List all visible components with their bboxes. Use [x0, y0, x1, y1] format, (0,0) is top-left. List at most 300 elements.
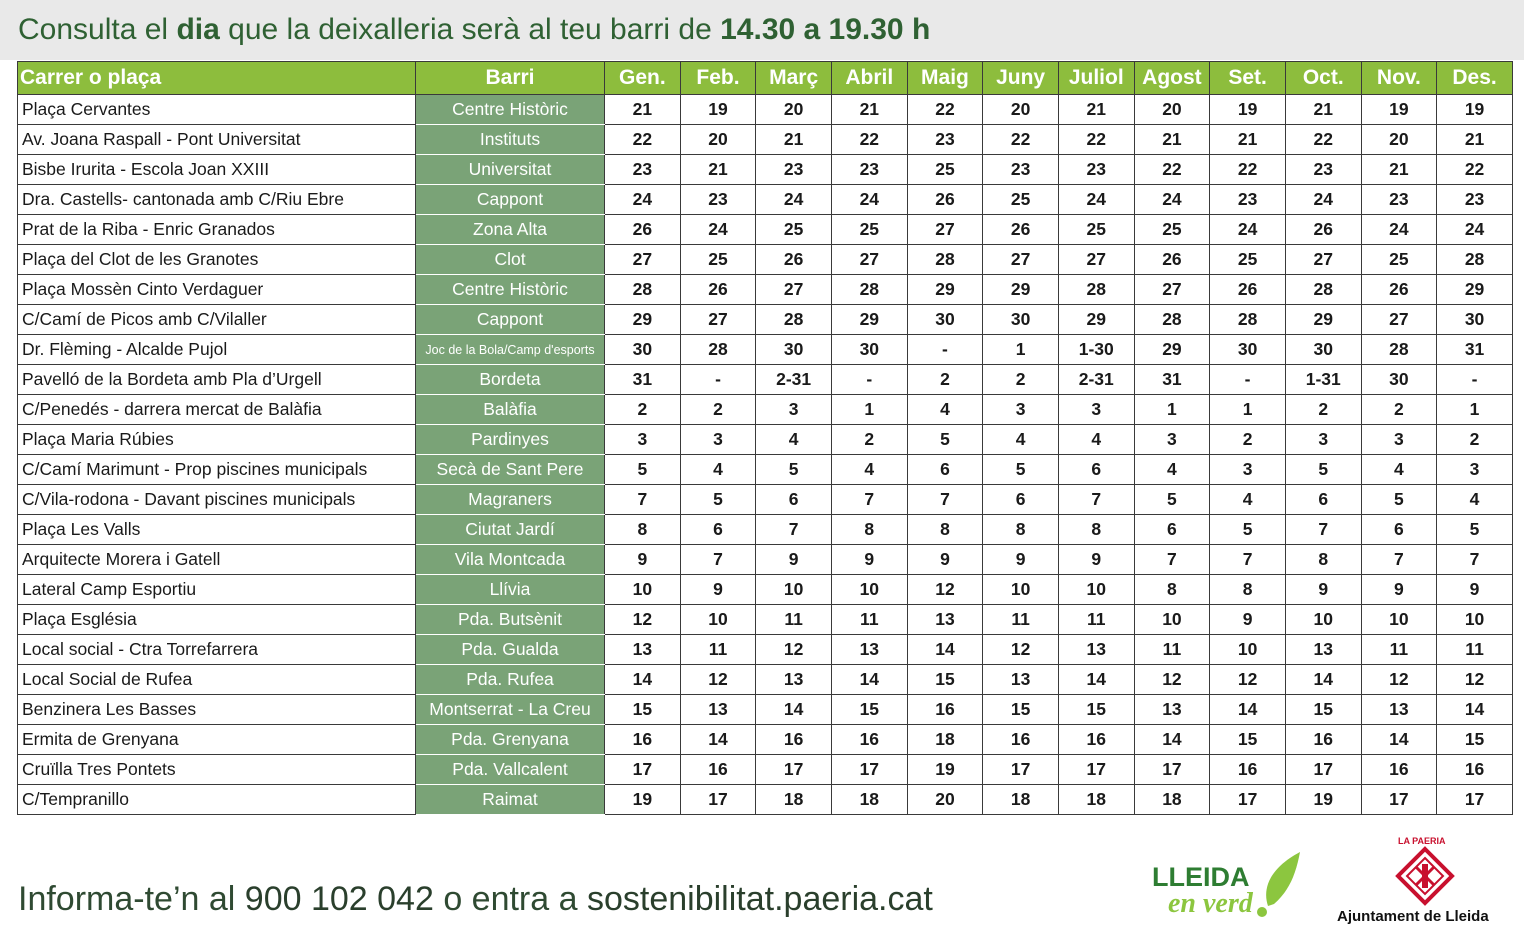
day-cell: 3	[756, 395, 832, 425]
day-cell: 7	[1210, 545, 1286, 575]
day-cell: 14	[680, 725, 756, 755]
street-cell: Benzinera Les Basses	[18, 695, 416, 725]
day-cell: 23	[605, 155, 681, 185]
day-cell: 25	[1361, 245, 1437, 275]
title-bar	[0, 0, 1524, 60]
day-cell: 28	[1134, 305, 1210, 335]
day-cell: 7	[907, 485, 983, 515]
title-pre: Consulta el	[18, 13, 169, 46]
day-cell: 19	[1437, 95, 1513, 125]
day-cell: 19	[1210, 95, 1286, 125]
day-cell: 28	[756, 305, 832, 335]
day-cell: 17	[1361, 785, 1437, 815]
barri-cell: Magraners	[416, 485, 605, 515]
day-cell: 19	[907, 755, 983, 785]
day-cell: 4	[983, 425, 1059, 455]
table-row	[18, 215, 1513, 245]
day-cell: 17	[1058, 755, 1134, 785]
en-verd-logo-text: en verd	[1168, 888, 1253, 919]
day-cell: 8	[983, 515, 1059, 545]
day-cell: 16	[680, 755, 756, 785]
day-cell: 26	[983, 215, 1059, 245]
day-cell: 12	[756, 635, 832, 665]
day-cell: 2	[983, 365, 1059, 395]
day-cell: 1	[1210, 395, 1286, 425]
day-cell: -	[907, 335, 983, 365]
column-header-month: Maig	[907, 62, 983, 95]
day-cell: 31	[1437, 335, 1513, 365]
table-row	[18, 545, 1513, 575]
day-cell: 7	[831, 485, 907, 515]
day-cell: 13	[1361, 695, 1437, 725]
day-cell: 5	[756, 455, 832, 485]
day-cell: 30	[831, 335, 907, 365]
barri-cell: Cappont	[416, 185, 605, 215]
paeria-top-text: LA PAERIA	[1398, 836, 1446, 846]
day-cell: 16	[1285, 725, 1361, 755]
day-cell: 2	[680, 395, 756, 425]
day-cell: 8	[831, 515, 907, 545]
day-cell: 2	[1361, 395, 1437, 425]
day-cell: 31	[1134, 365, 1210, 395]
day-cell: 15	[1210, 725, 1286, 755]
lleida-en-verd-logo	[1150, 848, 1305, 920]
day-cell: 5	[1210, 515, 1286, 545]
street-cell: Plaça Maria Rúbies	[18, 425, 416, 455]
day-cell: 26	[1134, 245, 1210, 275]
barri-cell: Pardinyes	[416, 425, 605, 455]
day-cell: 11	[983, 605, 1059, 635]
day-cell: 25	[1134, 215, 1210, 245]
table-row	[18, 245, 1513, 275]
column-header-street: Carrer o plaça	[18, 62, 416, 95]
day-cell: 7	[605, 485, 681, 515]
day-cell: 26	[680, 275, 756, 305]
day-cell: 17	[756, 755, 832, 785]
day-cell: 19	[680, 95, 756, 125]
table-row	[18, 755, 1513, 785]
day-cell: 4	[907, 395, 983, 425]
street-cell: Ermita de Grenyana	[18, 725, 416, 755]
day-cell: 15	[1437, 725, 1513, 755]
leaf-icon	[1266, 852, 1300, 906]
day-cell: 9	[1361, 575, 1437, 605]
day-cell: 6	[907, 455, 983, 485]
day-cell: 23	[756, 155, 832, 185]
day-cell: 7	[1285, 515, 1361, 545]
barri-cell: Vila Montcada	[416, 545, 605, 575]
day-cell: 13	[756, 665, 832, 695]
day-cell: 8	[1210, 575, 1286, 605]
day-cell: 29	[1437, 275, 1513, 305]
title-mid: que la deixalleria serà al teu barri de	[228, 13, 712, 46]
day-cell: 8	[1134, 575, 1210, 605]
day-cell: 27	[756, 275, 832, 305]
barri-cell: Joc de la Bola/Camp d'esports	[416, 335, 605, 365]
day-cell: 16	[756, 725, 832, 755]
day-cell: 28	[1285, 275, 1361, 305]
day-cell: 7	[1058, 485, 1134, 515]
day-cell: 13	[1285, 635, 1361, 665]
day-cell: 22	[1058, 125, 1134, 155]
table-row	[18, 425, 1513, 455]
day-cell: 27	[1134, 275, 1210, 305]
barri-cell: Pda. Gualda	[416, 635, 605, 665]
day-cell: 26	[605, 215, 681, 245]
barri-cell: Centre Històric	[416, 95, 605, 125]
day-cell: 12	[1210, 665, 1286, 695]
day-cell: 11	[1134, 635, 1210, 665]
day-cell: 12	[907, 575, 983, 605]
day-cell: 30	[983, 305, 1059, 335]
day-cell: 30	[756, 335, 832, 365]
day-cell: 26	[1361, 275, 1437, 305]
table-row	[18, 395, 1513, 425]
day-cell: 6	[1285, 485, 1361, 515]
day-cell: 21	[605, 95, 681, 125]
day-cell: 6	[1134, 515, 1210, 545]
day-cell: 6	[983, 485, 1059, 515]
day-cell: 14	[1210, 695, 1286, 725]
day-cell: 26	[907, 185, 983, 215]
table-row	[18, 455, 1513, 485]
day-cell: 7	[1437, 545, 1513, 575]
table-row	[18, 125, 1513, 155]
footer-info	[18, 880, 933, 919]
day-cell: 21	[1361, 155, 1437, 185]
day-cell: 25	[831, 215, 907, 245]
day-cell: 20	[983, 95, 1059, 125]
barri-cell: Pda. Vallcalent	[416, 755, 605, 785]
table-row	[18, 575, 1513, 605]
day-cell: 12	[983, 635, 1059, 665]
street-cell: C/Tempranillo	[18, 785, 416, 815]
day-cell: 13	[831, 635, 907, 665]
day-cell: 9	[756, 545, 832, 575]
day-cell: 21	[1134, 125, 1210, 155]
day-cell: 2	[1210, 425, 1286, 455]
day-cell: 10	[1210, 635, 1286, 665]
day-cell: 2	[1437, 425, 1513, 455]
day-cell: 9	[1437, 575, 1513, 605]
day-cell: 5	[983, 455, 1059, 485]
paeria-bottom-text: Ajuntament de Lleida	[1337, 908, 1489, 925]
day-cell: 23	[831, 155, 907, 185]
barri-cell: Secà de Sant Pere	[416, 455, 605, 485]
column-header-month: Agost	[1134, 62, 1210, 95]
street-cell: Prat de la Riba - Enric Granados	[18, 215, 416, 245]
day-cell: 28	[605, 275, 681, 305]
barri-cell: Ciutat Jardí	[416, 515, 605, 545]
day-cell: 8	[907, 515, 983, 545]
day-cell: 27	[831, 245, 907, 275]
day-cell: 5	[1437, 515, 1513, 545]
day-cell: 15	[907, 665, 983, 695]
title-bold-day: dia	[176, 13, 220, 46]
day-cell: 10	[1058, 575, 1134, 605]
day-cell: 16	[831, 725, 907, 755]
day-cell: 4	[680, 455, 756, 485]
day-cell: 24	[1058, 185, 1134, 215]
day-cell: 24	[1134, 185, 1210, 215]
day-cell: 22	[1210, 155, 1286, 185]
day-cell: 14	[907, 635, 983, 665]
lleida-logo-text: LLEIDA	[1152, 862, 1250, 892]
column-header-month: Nov.	[1361, 62, 1437, 95]
day-cell: 15	[1058, 695, 1134, 725]
day-cell: -	[1437, 365, 1513, 395]
table-row	[18, 605, 1513, 635]
day-cell: 14	[1437, 695, 1513, 725]
day-cell: 25	[1058, 215, 1134, 245]
day-cell: 21	[756, 125, 832, 155]
day-cell: 17	[1210, 785, 1286, 815]
day-cell: 3	[1285, 425, 1361, 455]
day-cell: 13	[1134, 695, 1210, 725]
day-cell: 26	[1210, 275, 1286, 305]
day-cell: 29	[1134, 335, 1210, 365]
table-row	[18, 275, 1513, 305]
day-cell: 7	[1361, 545, 1437, 575]
barri-cell: Pda. Rufea	[416, 665, 605, 695]
day-cell: 6	[756, 485, 832, 515]
day-cell: 6	[1361, 515, 1437, 545]
table-body	[18, 95, 1513, 815]
day-cell: 10	[680, 605, 756, 635]
day-cell: 15	[831, 695, 907, 725]
day-cell: 15	[605, 695, 681, 725]
day-cell: 17	[1134, 755, 1210, 785]
day-cell: 24	[756, 185, 832, 215]
day-cell: 29	[605, 305, 681, 335]
day-cell: 15	[983, 695, 1059, 725]
day-cell: 3	[983, 395, 1059, 425]
day-cell: 14	[1285, 665, 1361, 695]
day-cell: 2-31	[756, 365, 832, 395]
day-cell: 29	[1285, 305, 1361, 335]
day-cell: 17	[680, 785, 756, 815]
day-cell: 18	[1058, 785, 1134, 815]
day-cell: 19	[1361, 95, 1437, 125]
column-header-month: Juny	[983, 62, 1059, 95]
day-cell: 30	[1285, 335, 1361, 365]
day-cell: 25	[983, 185, 1059, 215]
table-header	[18, 62, 1513, 95]
day-cell: 9	[1285, 575, 1361, 605]
day-cell: 22	[1134, 155, 1210, 185]
street-cell: C/Penedés - darrera mercat de Balàfia	[18, 395, 416, 425]
day-cell: 9	[1058, 545, 1134, 575]
street-cell: Lateral Camp Esportiu	[18, 575, 416, 605]
day-cell: 22	[1437, 155, 1513, 185]
day-cell: 15	[1285, 695, 1361, 725]
day-cell: 23	[907, 125, 983, 155]
paeria-logo	[1335, 836, 1515, 926]
day-cell: 10	[1361, 605, 1437, 635]
title-bold-hours: 14.30 a 19.30 h	[720, 13, 931, 46]
day-cell: 30	[907, 305, 983, 335]
day-cell: 18	[831, 785, 907, 815]
day-cell: 16	[1437, 755, 1513, 785]
footer-text-1: Informa-te’n al	[18, 880, 236, 918]
day-cell: 25	[907, 155, 983, 185]
day-cell: 3	[1361, 425, 1437, 455]
day-cell: 19	[1285, 785, 1361, 815]
street-cell: Cruïlla Tres Pontets	[18, 755, 416, 785]
day-cell: 25	[680, 245, 756, 275]
street-cell: C/Vila-rodona - Davant piscines municipals	[18, 485, 416, 515]
table-row	[18, 335, 1513, 365]
day-cell: 21	[1437, 125, 1513, 155]
day-cell: 17	[1437, 785, 1513, 815]
day-cell: 14	[605, 665, 681, 695]
day-cell: 2-31	[1058, 365, 1134, 395]
street-cell: Av. Joana Raspall - Pont Universitat	[18, 125, 416, 155]
day-cell: 8	[1058, 515, 1134, 545]
day-cell: 1	[983, 335, 1059, 365]
barri-cell: Raimat	[416, 785, 605, 815]
paeria-seal-icon	[1398, 849, 1452, 903]
barri-cell: Bordeta	[416, 365, 605, 395]
footer-website: sostenibilitat.paeria.cat	[586, 880, 933, 918]
day-cell: 27	[983, 245, 1059, 275]
day-cell: 25	[1210, 245, 1286, 275]
day-cell: 22	[1285, 125, 1361, 155]
day-cell: 29	[907, 275, 983, 305]
day-cell: 7	[756, 515, 832, 545]
day-cell: 27	[1058, 245, 1134, 275]
barri-cell: Cappont	[416, 305, 605, 335]
page-title	[18, 13, 930, 47]
day-cell: 13	[680, 695, 756, 725]
day-cell: 5	[1134, 485, 1210, 515]
day-cell: 9	[983, 545, 1059, 575]
table-row	[18, 185, 1513, 215]
day-cell: 23	[983, 155, 1059, 185]
leaf-dot-icon	[1257, 907, 1267, 917]
day-cell: 17	[1285, 755, 1361, 785]
street-cell: C/Camí Marimunt - Prop piscines municipals	[18, 455, 416, 485]
day-cell: 18	[983, 785, 1059, 815]
day-cell: 11	[1437, 635, 1513, 665]
street-cell: Plaça Església	[18, 605, 416, 635]
day-cell: 24	[831, 185, 907, 215]
column-header-month: Set.	[1210, 62, 1286, 95]
barri-cell: Universitat	[416, 155, 605, 185]
day-cell: 16	[983, 725, 1059, 755]
day-cell: 21	[680, 155, 756, 185]
day-cell: 5	[1361, 485, 1437, 515]
day-cell: 12	[680, 665, 756, 695]
day-cell: 17	[605, 755, 681, 785]
day-cell: 27	[680, 305, 756, 335]
day-cell: 20	[1134, 95, 1210, 125]
day-cell: 13	[1058, 635, 1134, 665]
day-cell: 16	[1210, 755, 1286, 785]
day-cell: 21	[831, 95, 907, 125]
day-cell: 8	[605, 515, 681, 545]
day-cell: 23	[1285, 155, 1361, 185]
day-cell: 28	[907, 245, 983, 275]
day-cell: 12	[1134, 665, 1210, 695]
day-cell: 5	[605, 455, 681, 485]
day-cell: 20	[1361, 125, 1437, 155]
day-cell: 2	[605, 395, 681, 425]
street-cell: Local Social de Rufea	[18, 665, 416, 695]
day-cell: 6	[680, 515, 756, 545]
day-cell: 1-31	[1285, 365, 1361, 395]
day-cell: 23	[1437, 185, 1513, 215]
day-cell: 22	[605, 125, 681, 155]
day-cell: 14	[1361, 725, 1437, 755]
day-cell: 4	[1437, 485, 1513, 515]
day-cell: 30	[1361, 365, 1437, 395]
column-header-barri: Barri	[416, 62, 605, 95]
table-row	[18, 635, 1513, 665]
day-cell: 14	[1134, 725, 1210, 755]
day-cell: 24	[680, 215, 756, 245]
day-cell: 12	[1437, 665, 1513, 695]
day-cell: 22	[907, 95, 983, 125]
day-cell: 18	[907, 725, 983, 755]
day-cell: 11	[831, 605, 907, 635]
street-cell: Local social - Ctra Torrefarrera	[18, 635, 416, 665]
day-cell: 2	[1285, 395, 1361, 425]
street-cell: Dra. Castells- cantonada amb C/Riu Ebre	[18, 185, 416, 215]
day-cell: 3	[1058, 395, 1134, 425]
day-cell: 30	[1437, 305, 1513, 335]
day-cell: 9	[605, 545, 681, 575]
day-cell: 16	[1058, 725, 1134, 755]
day-cell: 28	[831, 275, 907, 305]
column-header-month: Oct.	[1285, 62, 1361, 95]
day-cell: 21	[1058, 95, 1134, 125]
day-cell: 20	[756, 95, 832, 125]
day-cell: 4	[1134, 455, 1210, 485]
day-cell: 27	[605, 245, 681, 275]
day-cell: 6	[1058, 455, 1134, 485]
day-cell: 2	[907, 365, 983, 395]
street-cell: Pavelló de la Bordeta amb Pla d’Urgell	[18, 365, 416, 395]
barri-cell: Pda. Grenyana	[416, 725, 605, 755]
barri-cell: Pda. Butsènit	[416, 605, 605, 635]
day-cell: 12	[605, 605, 681, 635]
barri-cell: Instituts	[416, 125, 605, 155]
day-cell: 24	[1437, 215, 1513, 245]
day-cell: 21	[1210, 125, 1286, 155]
day-cell: 14	[756, 695, 832, 725]
day-cell: 22	[831, 125, 907, 155]
day-cell: 1	[831, 395, 907, 425]
day-cell: 29	[983, 275, 1059, 305]
day-cell: 4	[1058, 425, 1134, 455]
day-cell: 7	[1134, 545, 1210, 575]
day-cell: 1	[1437, 395, 1513, 425]
day-cell: 20	[907, 785, 983, 815]
day-cell: -	[680, 365, 756, 395]
day-cell: 1	[1134, 395, 1210, 425]
table-row	[18, 725, 1513, 755]
street-cell: Plaça Les Valls	[18, 515, 416, 545]
barri-cell: Zona Alta	[416, 215, 605, 245]
day-cell: 4	[1361, 455, 1437, 485]
header-row	[18, 62, 1513, 95]
day-cell: 20	[680, 125, 756, 155]
day-cell: 9	[680, 575, 756, 605]
day-cell: 9	[831, 545, 907, 575]
day-cell: 30	[605, 335, 681, 365]
day-cell: 10	[1134, 605, 1210, 635]
